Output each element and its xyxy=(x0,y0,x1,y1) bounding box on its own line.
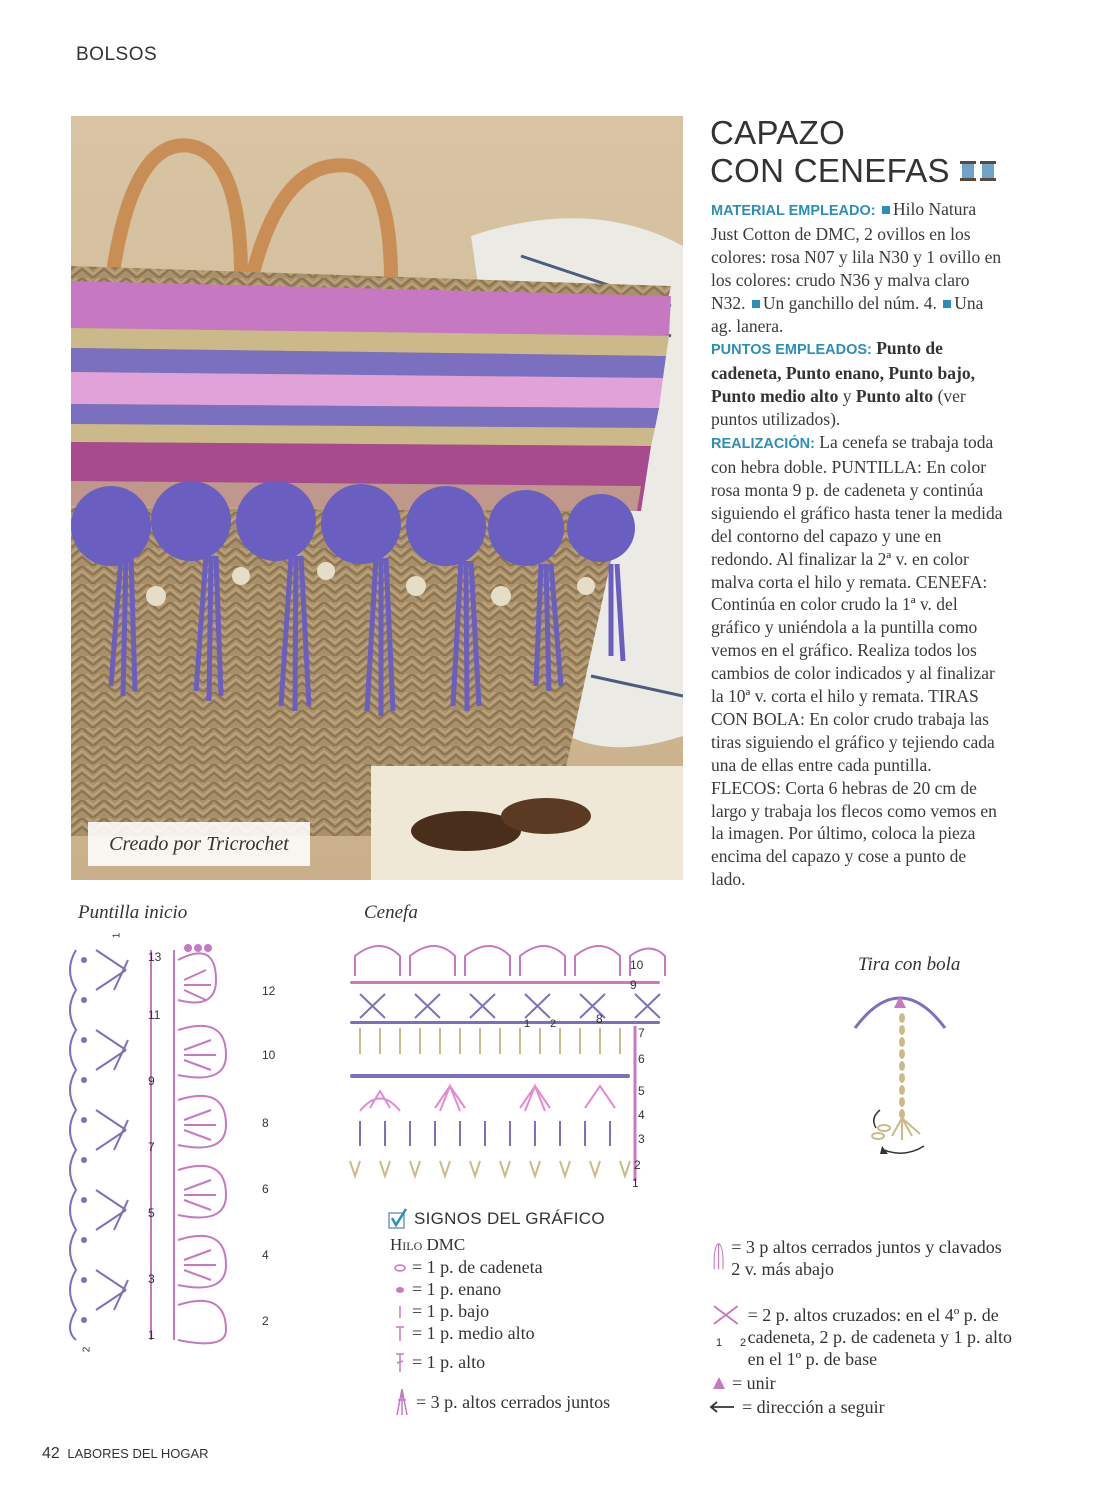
row-number: 6 xyxy=(262,1182,269,1196)
cluster-spike-icon xyxy=(712,1236,725,1276)
cross-number: 2 xyxy=(740,1337,747,1349)
row-number: 7 xyxy=(638,1026,645,1040)
bullet-square-icon xyxy=(943,300,951,308)
legend-item-right: = unir xyxy=(732,1373,776,1393)
title-line-2: CON CENEFAS xyxy=(710,152,950,189)
row-number: 2 xyxy=(262,1314,269,1328)
section-title: BOLSOS xyxy=(76,44,158,65)
puntilla-chart xyxy=(66,930,286,1360)
legend-subtitle: Hilo DMC xyxy=(390,1235,466,1254)
puntilla-diagram xyxy=(66,930,286,1360)
slip-stitch-icon xyxy=(394,1278,406,1300)
direction-arrow-icon xyxy=(708,1399,736,1415)
bullet-square-icon xyxy=(752,300,760,308)
cross-number: 2 xyxy=(550,1018,557,1030)
legend-item: = 1 p. bajo xyxy=(412,1301,490,1321)
bullet-square-icon xyxy=(882,206,890,214)
side-number: 2 xyxy=(81,1346,93,1353)
row-number: 2 xyxy=(634,1158,641,1172)
realizacion-text: La cenefa se trabaja toda con hebra doble. PUNTILLA: En color rosa monta 9 p. de cadeneta y continúa siguiendo el gráfico hasta tener la medida del contorno del capazo y une en redondo. Al finalizar la 2ª v. en color malva corta el hilo y remata. CENEFA: Continúa en color crudo la 1ª v. del gráfico y uniéndola a la puntilla como vemos en el gráfico. Realiza todos los cambios de color indicados y al finalizar la 10ª v. corta el hilo y remata. TIRAS CON BOLA: En color crudo trabaja las tiras siguiendo el gráfico y tejiendo cada una de ellas entre cada puntilla. FLECOS: Corta 6 hebras de 20 cm de largo y trabaja los flecos como vemos en la imagen. Por último, coloca la pieza encima del capazo y cose a punto de lado. xyxy=(711,432,1003,890)
puntos-y: y xyxy=(842,386,852,407)
row-number: 1 xyxy=(148,1328,155,1342)
checkmark-icon xyxy=(388,1208,408,1230)
row-number: 10 xyxy=(630,958,644,972)
chain-stitch-icon xyxy=(394,1256,406,1278)
cenefa-chart xyxy=(340,936,670,1191)
legend-title: SIGNOS DEL GRÁFICO xyxy=(414,1209,605,1228)
thread-spool-icon xyxy=(958,159,998,183)
magazine-name: LABORES DEL HOGAR xyxy=(67,1446,209,1461)
row-number: 8 xyxy=(262,1116,269,1130)
legend-item-right: = dirección a seguir xyxy=(742,1397,885,1417)
material-text-3: Una ag. lanera. xyxy=(711,292,984,336)
row-number: 11 xyxy=(148,1008,161,1022)
realizacion-label: REALIZACIÓN: xyxy=(711,436,815,453)
puntos-bold-2: Punto alto xyxy=(855,386,934,407)
side-number: 1 xyxy=(111,932,123,939)
title-line-1: CAPAZO xyxy=(710,114,846,151)
photo-credit: Creado por Tricrochet xyxy=(88,822,310,866)
legend-item: = 1 p. medio alto xyxy=(412,1323,535,1343)
row-number: 3 xyxy=(148,1272,155,1286)
double-crochet-icon xyxy=(394,1350,406,1374)
half-double-icon xyxy=(394,1322,406,1344)
row-number: 4 xyxy=(638,1108,645,1122)
legend-item: = 1 p. alto xyxy=(412,1352,486,1372)
tira-chart xyxy=(850,978,950,1168)
legend-item: = 1 p. de cadeneta xyxy=(412,1257,543,1277)
legend-item: = 3 p. altos cerrados juntos xyxy=(416,1392,611,1412)
material-label: MATERIAL EMPLEADO: xyxy=(711,203,876,219)
row-number: 3 xyxy=(638,1132,645,1146)
row-number: 7 xyxy=(148,1140,155,1154)
puntos-tail: (ver puntos utilizados). xyxy=(711,386,966,430)
cluster-stitch-icon xyxy=(394,1386,410,1418)
basket-photo xyxy=(71,116,683,880)
page-number: 42 xyxy=(42,1445,60,1462)
row-number: 8 xyxy=(596,1012,603,1026)
row-number: 5 xyxy=(638,1084,645,1098)
row-number: 9 xyxy=(630,978,637,992)
single-crochet-icon xyxy=(394,1300,406,1322)
legend xyxy=(388,1208,1048,1428)
row-number: 4 xyxy=(262,1248,269,1262)
row-number: 6 xyxy=(638,1052,645,1066)
page-footer xyxy=(42,1445,209,1463)
tira-diagram xyxy=(850,978,950,1168)
row-number: 9 xyxy=(148,1074,155,1088)
crossed-stitch-icon xyxy=(712,1304,742,1326)
tira-caption: Tira con bola xyxy=(858,954,961,975)
cross-number: 1 xyxy=(716,1337,723,1349)
material-text-2: Un ganchillo del núm. 4. xyxy=(762,292,937,313)
legend-item: = 1 p. enano xyxy=(412,1279,502,1299)
puntos-bold-1: Punto de cadeneta, Punto enano, Punto bajo, Punto medio alto xyxy=(711,338,975,407)
legend-item-right: = 2 p. altos cruzados: en el 4º p. de cadeneta, 2 p. de cadeneta y 1 p. alto en el 1º p. de base xyxy=(747,1305,1012,1369)
join-triangle-icon xyxy=(712,1375,726,1391)
row-number: 1 xyxy=(632,1176,639,1190)
puntos-label: PUNTOS EMPLEADOS: xyxy=(711,342,872,359)
cenefa-caption: Cenefa xyxy=(364,902,418,923)
cross-number: 1 xyxy=(524,1018,531,1030)
basket-illustration xyxy=(71,116,683,880)
row-number: 13 xyxy=(148,950,162,964)
article-title xyxy=(710,114,1040,190)
article-body xyxy=(711,198,1004,891)
row-number: 10 xyxy=(262,1048,276,1062)
puntilla-caption: Puntilla inicio xyxy=(78,902,188,923)
row-number: 5 xyxy=(148,1206,155,1220)
cenefa-diagram xyxy=(340,936,670,1191)
legend-item-right: = 3 p altos cerrados juntos y clavados 2 v. más abajo xyxy=(731,1237,1002,1279)
material-text-1: Hilo Natura Just Cotton de DMC, 2 ovillos en los colores: rosa N07 y lila N30 y 1 ovillo en los colores: crudo N36 y malva claro N32. xyxy=(711,199,1002,313)
row-number: 12 xyxy=(262,984,276,998)
